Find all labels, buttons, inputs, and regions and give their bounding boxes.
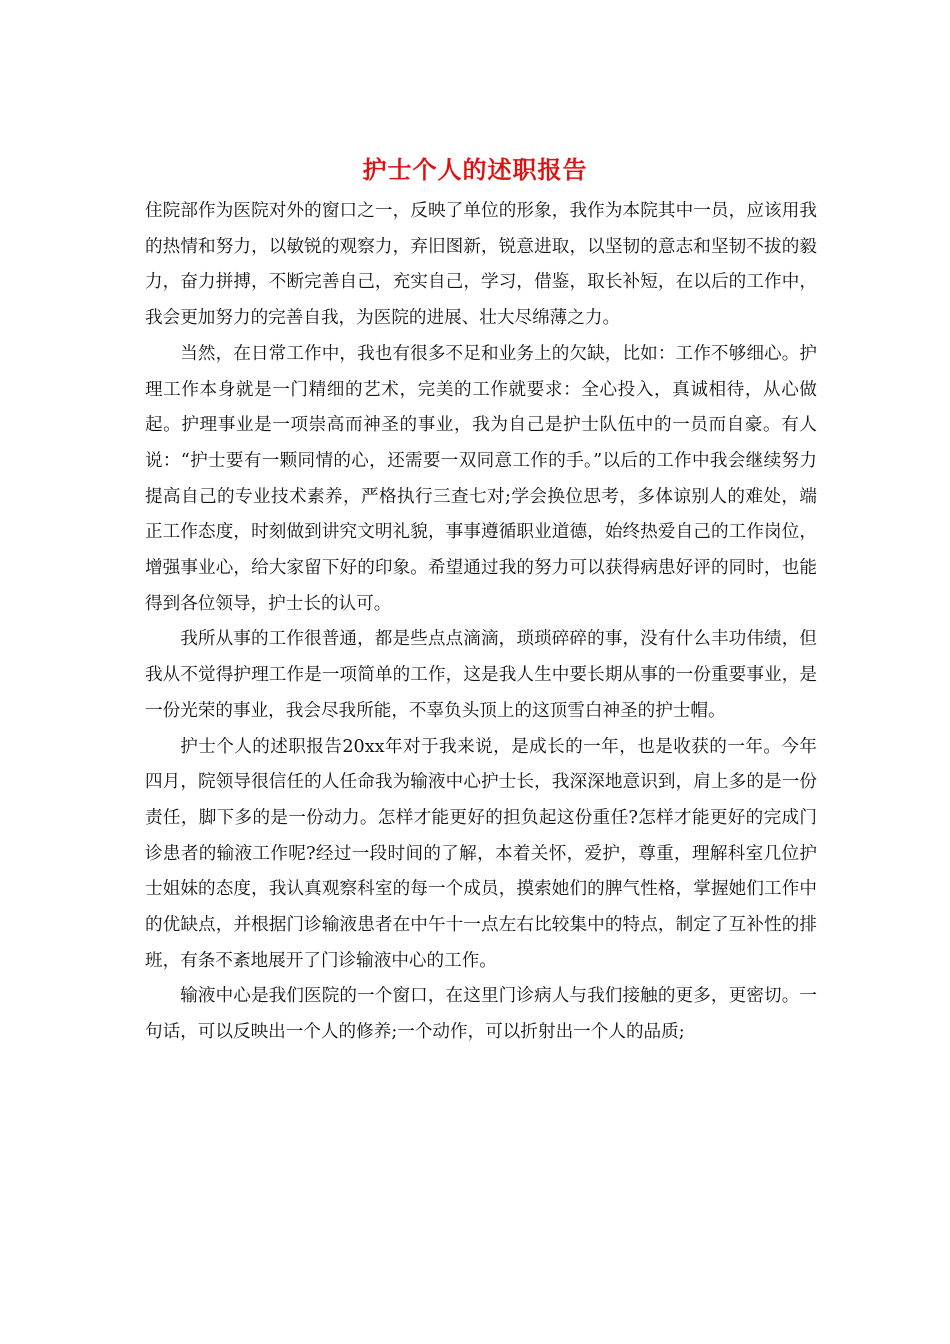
paragraph-2: 当然，在日常工作中，我也有很多不足和业务上的欠缺，比如：工作不够细心。护理工作本身就是一门精细的艺术，完美的工作就要求：全心投入，真诚相待，从心做起。护理事业是一项崇高而神圣的事业，我为自己是护士队伍中的一员而自豪。有人说：“护士要有一颗同情的心，还需要一双同意工作的手。”以后的工作中我会继续努力提高自己的专业技术素养，严格执行三查七对;学会换位思考，多体谅别人的难处，端正工作态度，时刻做到讲究文明礼貌，事事遵循职业道德，始终热爱自己的工作岗位，增强事业心，给大家留下好的印象。希望通过我的努力可以获得病患好评的同时，也能得到各位领导，护士长的认可。 (145, 343, 817, 614)
paragraph-4: 护士个人的述职报告20xx年对于我来说，是成长的一年，也是收获的一年。今年四月，院领导很信任的人任命我为输液中心护士长，我深深地意识到，肩上多的是一份责任，脚下多的是一份动力。怎样才能更好的担负起这份重任?怎样才能更好的完成门诊患者的输液工作呢?经过一段时间的了解，本着关怀，爱护，尊重，理解科室几位护士姐妹的态度，我认真观察科室的每一个成员，摸索她们的脾气性格，掌握她们工作中的优缺点，并根据门诊输液患者在中午十一点左右比较集中的特点，制定了互补性的排班，有条不紊地展开了门诊输液中心的工作。 (145, 736, 817, 971)
paragraph-1: 住院部作为医院对外的窗口之一，反映了单位的形象，我作为本院其中一员，应该用我的热情和努力，以敏锐的观察力，弃旧图新，锐意进取，以坚韧的意志和坚韧不拔的毅力，奋力拼搏，不断完善自己，充实自己，学习，借鉴，取长补短，在以后的工作中，我会更加努力的完善自我，为医院的进展、壮大尽绵薄之力。 (145, 201, 817, 329)
paragraph-5: 输液中心是我们医院的一个窗口，在这里门诊病人与我们接触的更多，更密切。一句话，可以反映出一个人的修养;一个动作，可以折射出一个人的品质; (145, 986, 817, 1043)
document-title: 护士个人的述职报告 (362, 155, 588, 184)
paragraph-3: 我所从事的工作很普通，都是些点点滴滴，琐琐碎碎的事，没有什么丰功伟绩，但我从不觉得护理工作是一项简单的工作，这是我人生中要长期从事的一份重要事业，是一份光荣的事业，我会尽我所能，不辜负头顶上的这顶雪白神圣的护士帽。 (145, 629, 817, 721)
document-body (145, 194, 817, 1051)
